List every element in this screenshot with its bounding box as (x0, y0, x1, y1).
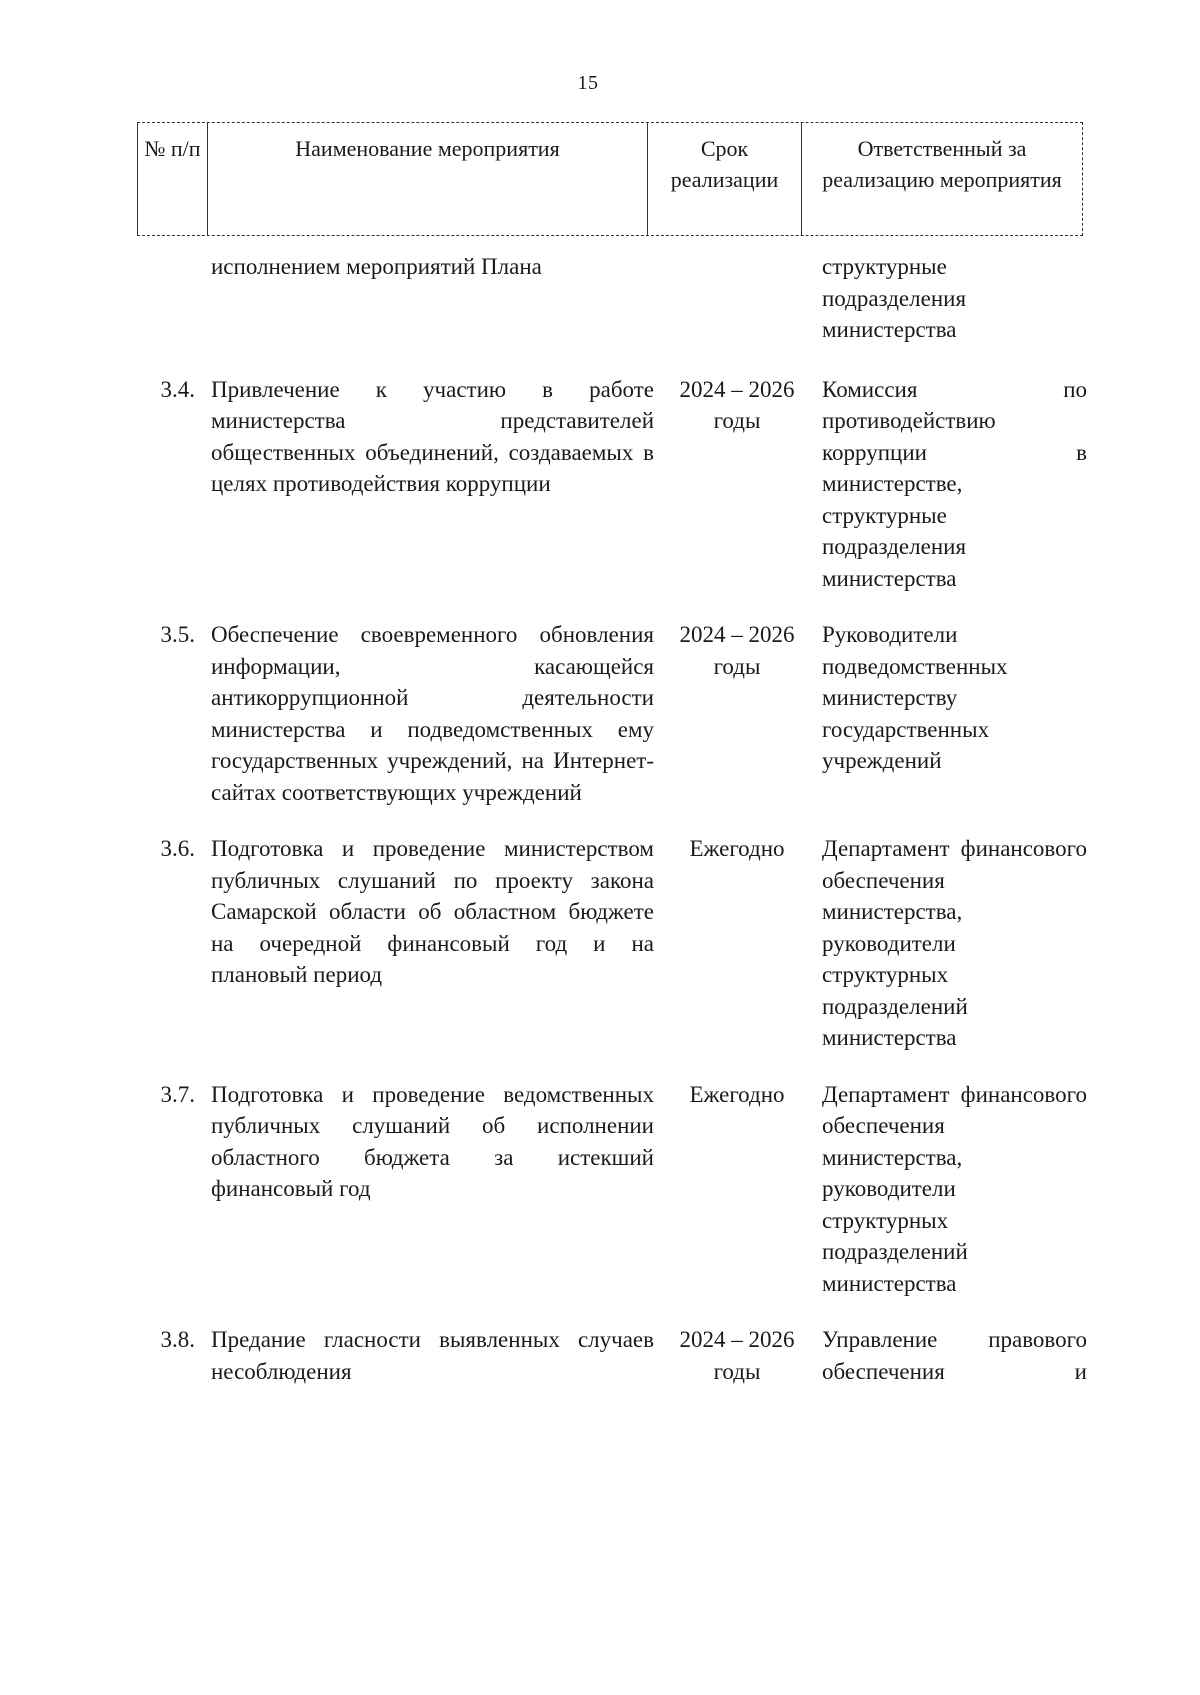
row-name: Подготовка и проведение министерством публичных слушаний по проекту закона Самарской области об областном бюджете на очередной финансовый год и на плановый период (211, 836, 654, 987)
table-row (137, 1079, 1087, 1300)
row-responsible: Управление правового обеспечения и (822, 1327, 1087, 1384)
table-row (137, 619, 1087, 808)
row-num: 3.8. (160, 1327, 195, 1352)
row-name: Обеспечение своевременного обновления информации, касающейся антикоррупционной деятельности министерства и подведомственных ему государственных учреждений, на Интернет-сайтах соответствующих учреждений (211, 622, 654, 805)
page-number: 15 (577, 72, 599, 94)
row-term: Ежегодно (689, 1081, 785, 1107)
row-responsible: структурные подразделения министерства (822, 254, 967, 342)
table-row (137, 1324, 1087, 1387)
row-name: исполнением мероприятий Плана (211, 254, 542, 279)
row-responsible: Департамент финансового обеспечения министерства, руководители структурных подразделений министерства (822, 1081, 1087, 1296)
row-num: 3.7. (160, 1081, 195, 1107)
row-responsible: Руководители подведомственных министерству государственных учреждений (822, 622, 1008, 773)
header-term: Срок реализации (648, 123, 802, 235)
row-name: Привлечение к участию в работе министерства представителей общественных объединений, создаваемых в целях противодействия коррупции (211, 376, 654, 496)
row-responsible: Департамент финансового обеспечения министерства, руководители структурных подразделений министерства (822, 836, 1087, 1050)
row-num: 3.4. (160, 376, 195, 402)
row-responsible: Комиссия по противодействию коррупции в министерстве, структурные подразделения министерства (822, 376, 1087, 591)
table-header (137, 122, 1083, 236)
row-num: 3.5. (160, 622, 195, 647)
row-term: 2024 – 2026 годы (679, 1327, 795, 1384)
header-name: Наименование мероприятия (208, 123, 648, 235)
row-term: 2024 – 2026 годы (679, 622, 795, 679)
row-term (662, 251, 812, 346)
row-name: Предание гласности выявленных случаев несоблюдения (211, 1327, 654, 1384)
row-num: 3.6. (160, 836, 195, 861)
table-row (137, 374, 1087, 595)
header-responsible: Ответственный за реализацию мероприятия (822, 136, 1062, 192)
row-name: Подготовка и проведение ведомственных публичных слушаний об исполнении областного бюджета за истекший финансовый год (211, 1081, 654, 1201)
table-row (137, 833, 1087, 1054)
header-num: № п/п (138, 123, 208, 235)
table-body (137, 251, 1087, 1412)
row-term: 2024 – 2026 годы (679, 376, 795, 433)
row-num (137, 251, 207, 346)
table-row (137, 251, 1087, 346)
row-term: Ежегодно (689, 836, 785, 861)
